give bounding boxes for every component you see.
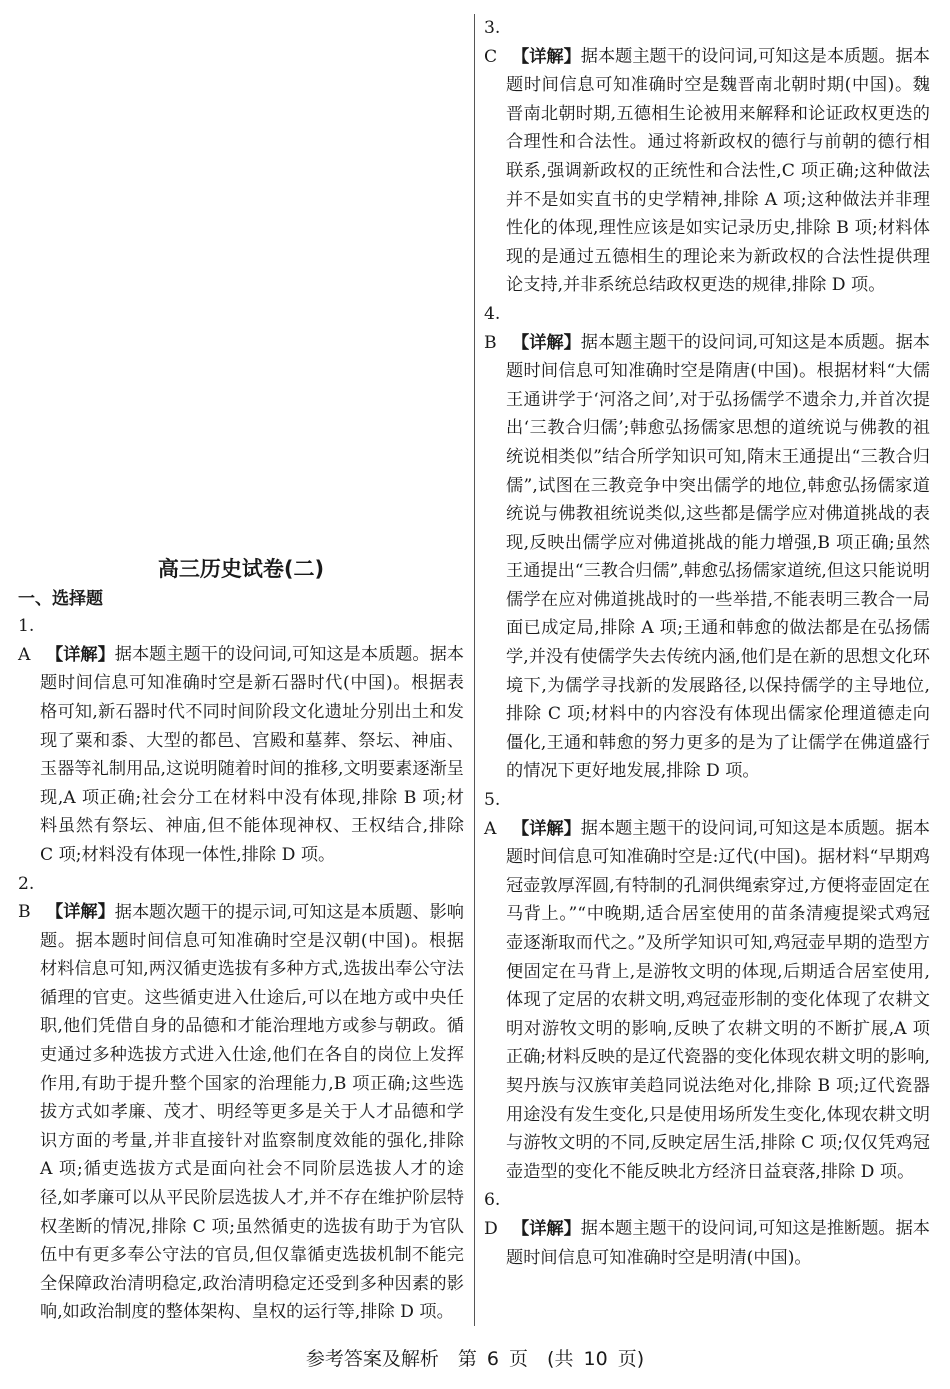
answer-text: 据本题主题干的设问词,可知这是本质题。据本题时间信息可知准确时空是:辽代(中国)。据材料“早期鸡冠壶敦厚浑圆,有特制的孔洞供绳索穿过,方便将壶固定在马背上。”“中晚期,适合居室使用的苗条清瘦提梁式鸡冠壶逐渐取而代之。”及所学知识可知,鸡冠壶早期的造型方便固定在马背上,是游牧文明的体现,后期适合居室使用,体现了定居的农耕文明,鸡冠壶形制的变化体现了农耕文明对游牧文明的影响,反映了农耕文明的不断扩展,A 项正确;材料反映的是辽代瓷器的变化体现农耕文明的影响,契丹族与汉族审美趋同说法绝对化,排除 B 项;辽代瓷器用途没有发生变化,只是使用场所发生变化,体现农耕文明与游牧文明的不同,反映定居生活,排除 C 项;仅仅凭鸡冠壶造型的变化不能反映北方经济日益衰落,排除 D 项。 bbox=[506, 818, 930, 1182]
answer-item-1 bbox=[18, 612, 464, 869]
left-column bbox=[18, 14, 464, 1327]
answer-number: 3. C bbox=[484, 18, 501, 67]
answer-text: 据本题次题干的提示词,可知这是本质题、影响题。据本题时间信息可知准确时空是汉朝(中国)。根据材料信息可知,两汉循吏选拔有多种方式,选拔出奉公守法循理的官吏。这些循吏进入仕途后,可以在地方或中央任职,他们凭借自身的品德和才能治理地方或参与朝政。循吏通过多种选拔方式进入仕途,他们在各自的岗位上发挥作用,有助于提升整个国家的治理能力,B 项正确;这些选拔方式如孝廉、茂才、明经等更多是关于人才品德和学识方面的考量,并非直接针对监察制度效能的强化,排除 A 项;循吏选拔方式是面向社会不同阶层选拔人才的途径,如孝廉可以从平民阶层选拔人才,并不存在维护阶层特权垄断的情况,排除 C 项;虽然循吏的选拔有助于为官队伍中有更多奉公守法的官员,但仅靠循吏选拔机制不能完全保障政治清明稳定,政治清明稳定还受到多种因素的影响,如政治制度的整体架构、皇权的运行等,排除 D 项。 bbox=[40, 902, 464, 1323]
section-heading: 一、选择题 bbox=[18, 589, 103, 610]
answer-tag: 【详解】 bbox=[512, 46, 581, 67]
answer-tag: 【详解】 bbox=[512, 1218, 581, 1239]
answer-item-4 bbox=[484, 300, 930, 786]
answer-item-5 bbox=[484, 786, 930, 1186]
page-title: 高三历史试卷(二) bbox=[157, 557, 325, 582]
answer-number: 1. A bbox=[18, 616, 35, 665]
answer-tag: 【详解】 bbox=[46, 902, 115, 923]
answer-text: 据本题主题干的设问词,可知这是本质题。据本题时间信息可知准确时空是魏晋南北朝时期(中国)。魏晋南北朝时期,五德相生论被用来解释和论证政权更迭的合理性和合法性。通过将新政权的德行与前朝的德行相联系,强调新政权的正统性和合法性,C 项正确;这种做法并不是如实直书的史学精神,排除 A 项;这种做法并非理性化的体现,理性应该是如实记录历史,排除 B 项;材料体现的是通过五德相生的理论来为新政权的合法性提供理论支持,并非系统总结政权更迭的规律,排除 D 项。 bbox=[506, 46, 930, 296]
column-divider bbox=[474, 14, 475, 1326]
answer-tag: 【详解】 bbox=[512, 818, 581, 839]
page-footer: 参考答案及解析 第 6 页 (共 10 页) bbox=[305, 1348, 645, 1370]
answer-tag: 【详解】 bbox=[46, 644, 115, 665]
answer-item-2 bbox=[18, 870, 464, 1328]
answer-number: 6. D bbox=[484, 1190, 501, 1239]
answer-text: 据本题主题干的设问词,可知这是推断题。据本题时间信息可知准确时空是明清(中国)。 bbox=[506, 1218, 930, 1268]
answer-item-3 bbox=[484, 14, 930, 300]
answer-tag: 【详解】 bbox=[512, 332, 581, 353]
answer-number: 4. B bbox=[484, 303, 501, 353]
right-column bbox=[484, 14, 930, 1327]
answer-text: 据本题主题干的设问词,可知这是本质题。据本题时间信息可知准确时空是隋唐(中国)。根据材料“大儒王通讲学于‘河洛之间’,对于弘扬儒学不遗余力,并首次提出‘三教合归儒’;韩愈弘扬儒家思想的道统说与佛教的祖统说相类似”结合所学知识可知,隋末王通提出“三教合归儒”,试图在三教竞争中突出儒学的地位,韩愈弘扬儒家道统说与佛教祖统说类似,这些都是儒学应对佛道挑战的表现,反映出儒学应对佛道挑战的能力增强,B 项正确;虽然王通提出“三教合归儒”,韩愈弘扬儒家道统,但这只能说明儒学在应对佛道挑战时的一些举措,不能表明三教合一局面已成定局,排除 A 项;王通和韩愈的做法都是在弘扬儒学,并没有使儒学失去传统内涵,他们是在新的思想文化环境下,为儒学寻找新的发展路径,以保持儒学的主导地位,排除 C 项;材料中的内容没有体现出儒家伦理道德走向僵化,王通和韩愈的努力更多的是为了让儒学在佛道盛行的情况下更好地发展,排除 D 项。 bbox=[506, 332, 930, 782]
answer-item-6 bbox=[484, 1186, 930, 1272]
answer-number: 5. A bbox=[484, 790, 501, 839]
answer-text: 据本题主题干的设问词,可知这是本质题。据本题时间信息可知准确时空是新石器时代(中国)。根据表格可知,新石器时代不同时间阶段文化遗址分别出土和发现了粟和黍、大型的都邑、宫殿和墓葬、祭坛、神庙、玉器等礼制用品,这说明随着时间的推移,文明要素逐渐呈现,A 项正确;社会分工在材料中没有体现,排除 B 项;材料虽然有祭坛、神庙,但不能体现神权、王权结合,排除 C 项;材料没有体现一体性,排除 D 项。 bbox=[40, 644, 464, 865]
answer-number: 2. B bbox=[18, 873, 35, 923]
